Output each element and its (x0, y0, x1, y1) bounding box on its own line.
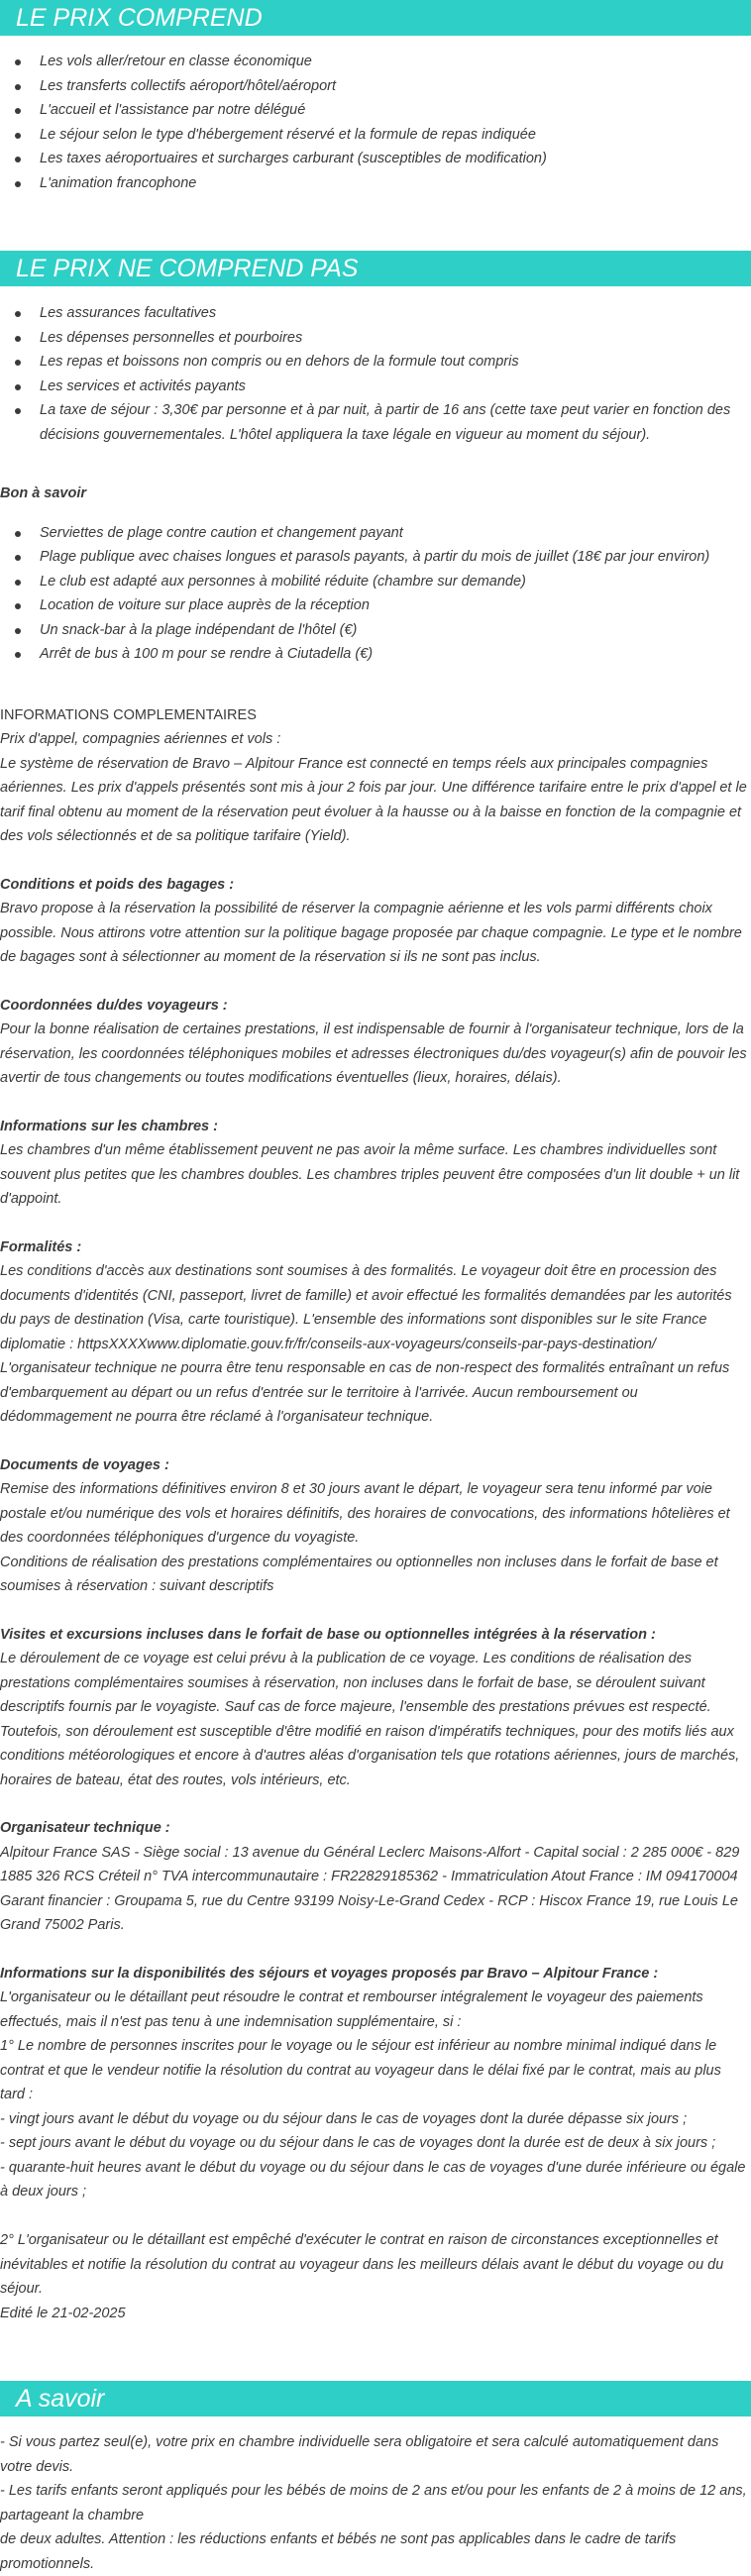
bagages-title: Conditions et poids des bagages : (0, 876, 235, 893)
chambres-title: Informations sur les chambres : (0, 1118, 218, 1134)
price-includes-list (0, 50, 751, 195)
bon-a-savoir-list (0, 521, 751, 667)
dispo-text-3: - vingt jours avant le début du voyage ou du séjour dans le cas de voyages dont la durée dépasse six jours ; (0, 2110, 688, 2127)
dispo-text: L'organisateur ou le détaillant peut résoudre le contrat et rembourser intégralement le voyageur des paiements effectués, mais il n'est pas tenu à une indemnisation supplémentaire, si : (0, 1989, 703, 2030)
documents-title: Documents de voyages : (0, 1456, 169, 1473)
list-item: Arrêt de bus à 100 m pour se rendre à Ciutadella (€) (38, 642, 751, 667)
visites-title: Visites et excursions incluses dans le forfait de base ou optionnelles intégrées à la réservation : (0, 1626, 656, 1643)
documents-text-2: Conditions de réalisation des prestations complémentaires ou optionnelles non incluses dans le forfait de base et soumises à réservation : suivant descriptifs (0, 1554, 718, 1594)
list-item: L'animation francophone (38, 171, 751, 196)
spacer (0, 2204, 751, 2229)
dispo-text-4: - sept jours avant le début du voyage ou du séjour dans le cas de voyages dont la durée est de deux à six jours ; (0, 2135, 716, 2151)
list-item: L'accueil et l'assistance par notre délégué (38, 98, 751, 123)
list-item: Location de voiture sur place auprès de la réception (38, 593, 751, 618)
organisateur-text: Alpitour France SAS - Siège social : 13 avenue du Général Leclerc Maisons-Alfort - Capital social : 2 285 000€ - 829 1885 326 RCS Créteil n° TVA intercommunautaire : FR22829185362 - Immatriculation Atout France : IM 094170004 Garant financier : Groupama 5, rue du Centre 93199 Noisy-Le-Grand Cedex - RCP : Hiscox France 19, rue Louis Le Grand 75002 Paris. (0, 1844, 740, 1933)
edited-date: Edité le 21-02-2025 (0, 2305, 126, 2321)
info-title: INFORMATIONS COMPLEMENTAIRES (0, 706, 257, 723)
prix-appel-text: Le système de réservation de Bravo – Alpitour France est connecté en temps réels aux principales compagnies aériennes. Les prix d'appels présentés sont mis à jour 2 fois par jour. Une différence tarifaire entre le prix d'appel et le tarif final obtenu au moment de la réservation peut évoluer à la hausse ou à la baisse en fonction de la compagnie et des vols sélectionnés et de sa politique tarifaire (Yield). (0, 755, 747, 844)
a-savoir-text-2: - Les tarifs enfants seront appliqués pour les bébés de moins de 2 ans et/ou pour les enfants de 2 à moins de 12 ans, partageant la chambre (0, 2483, 747, 2523)
list-item: Serviettes de plage contre caution et changement payant (38, 521, 751, 546)
formalites-text: Les conditions d'accès aux destinations sont soumises à des formalités. Le voyageur doit être en procession des documents d'identités (CNI, passeport, livret de famille) et avoir effectué les formalités demandées par les autorités du pays de destination (Visa, carte touristique). L'ensemble des informations sont disponibles sur le site France diplomatie : httpsXXXXwww.diplomatie.gouv.fr/fr/conseils-aux-voyageurs/conseils-par-pays-destination/ (0, 1263, 732, 1352)
prix-appel-label: Prix d'appel, compagnies aériennes et vols : (0, 731, 281, 747)
list-item: Les taxes aéroportuaires et surcharges carburant (susceptibles de modification) (38, 147, 751, 171)
bon-a-savoir-title: Bon à savoir (0, 485, 87, 501)
list-item: Un snack-bar à la plage indépendant de l'hôtel (€) (38, 618, 751, 643)
coord-title: Coordonnées du/des voyageurs : (0, 997, 228, 1014)
list-item: Les repas et boissons non compris ou en dehors de la formule tout compris (38, 350, 751, 375)
additional-info (0, 703, 751, 2326)
formalites-title: Formalités : (0, 1238, 82, 1255)
bagages-text: Bravo propose à la réservation la possibilité de réserver la compagnie aérienne et les vols parmi différents choix possible. Nous attirons votre attention sur la politique bagage proposée par chaque compagnie. Le type et le nombre de bagages sont à sélectionner au moment de la réservation si ils ne sont pas inclus. (0, 901, 742, 965)
list-item: Les dépenses personnelles et pourboires (38, 326, 751, 351)
dispo-text-6: 2° L'organisateur ou le détaillant est empêché d'exécuter le contrat en raison de circonstances exceptionnelles et inévitables et notifie la résolution du contrat au voyageur dans les meilleurs délais avant le début du voyage ou du séjour. (0, 2232, 724, 2297)
formalites-text-2: L'organisateur technique ne pourra être tenu responsable en cas de non-respect des formalités entraînant un refus d'embarquement au départ ou un refus d'entrée sur le territoire à l'arrivée. Aucun remboursement ou dédommagement ne pourra être réclamé à l'organisateur technique. (0, 1360, 730, 1425)
list-item: Les assurances facultatives (38, 301, 751, 326)
list-item: Le séjour selon le type d'hébergement réservé et la formule de repas indiquée (38, 123, 751, 148)
list-item: Les transferts collectifs aéroport/hôtel/aéroport (38, 74, 751, 99)
a-savoir-content (0, 2430, 751, 2576)
a-savoir-banner: A savoir (0, 2381, 751, 2416)
chambres-text: Les chambres d'un même établissement peuvent ne pas avoir la même surface. Les chambres individuelles sont souvent plus petites que les chambres doubles. Les chambres triples peuvent être composées d'un lit double + un lit d'appoint. (0, 1142, 740, 1207)
documents-text: Remise des informations définitives environ 8 et 30 jours avant le départ, le voyageur sera tenu informé par voie postale et/ou numérique des vols et horaires définitifs, des horaires de convocations, des informations hôtelières et des coordonnées téléphoniques d'urgence du voyagiste. (0, 1481, 730, 1546)
organisateur-title: Organisateur technique : (0, 1820, 170, 1836)
dispo-text-5: - quarante-huit heures avant le début du voyage ou du séjour dans le cas de voyages d'une durée inférieure ou égale à deux jours ; (0, 2159, 746, 2200)
list-item: Les services et activités payants (38, 375, 751, 399)
list-item: La taxe de séjour : 3,30€ par personne et à par nuit, à partir de 16 ans (cette taxe peut varier en fonction des décisions gouvernementales. L'hôtel appliquera la taxe légale en vigueur au moment du séjour). (38, 398, 751, 447)
dispo-title: Informations sur la disponibilités des séjours et voyages proposés par Bravo – Alpitour France : (0, 1965, 659, 1982)
visites-text: Le déroulement de ce voyage est celui prévu à la publication de ce voyage. Les conditions de réalisation des prestations complémentaires soumises à réservation, non incluses dans le forfait de base, se déroulent suivant descriptifs fournis par le voyagiste. Sauf cas de force majeure, l'ensemble des prestations prévues est respecté. Toutefois, son déroulement est susceptible d'être modifié en raison d'impératifs techniques, pour des motifs liés aux conditions météorologiques et encore à d'autres aléas d'organisation tels que rotations aériennes, jours de marchés, horaires de bateau, état des routes, vols intérieurs, etc. (0, 1651, 740, 1788)
a-savoir-text: - Si vous partez seul(e), votre prix en chambre individuelle sera obligatoire et sera calculé automatiquement dans votre devis. (0, 2434, 719, 2475)
price-excludes-list (0, 301, 751, 447)
dispo-text-2: 1° Le nombre de personnes inscrites pour le voyage ou le séjour est inférieur au nombre minimal indiqué dans le contrat et que le vendeur notifie la résolution du contrat au voyageur dans le délai fixé par le contrat, mais au plus tard : (0, 2038, 721, 2102)
list-item: Plage publique avec chaises longues et parasols payants, à partir du mois de juillet (18€ par jour environ) (38, 545, 751, 570)
price-includes-banner: LE PRIX COMPREND (0, 0, 751, 36)
coord-text: Pour la bonne réalisation de certaines prestations, il est indispensable de fournir à l'organisateur technique, lors de la réservation, les coordonnées téléphoniques mobiles et adresses électroniques du/des voyageur(s) afin de pouvoir les avertir de tous changements ou toutes modifications éventuelles (lieux, horaires, délais). (0, 1021, 747, 1086)
list-item: Les vols aller/retour en classe économique (38, 50, 751, 74)
price-excludes-banner: LE PRIX NE COMPREND PAS (0, 251, 751, 286)
a-savoir-text-3: de deux adultes. Attention : les réductions enfants et bébés ne sont pas applicables dans le cadre de tarifs promotionnels. (0, 2531, 677, 2572)
list-item: Le club est adapté aux personnes à mobilité réduite (chambre sur demande) (38, 570, 751, 594)
